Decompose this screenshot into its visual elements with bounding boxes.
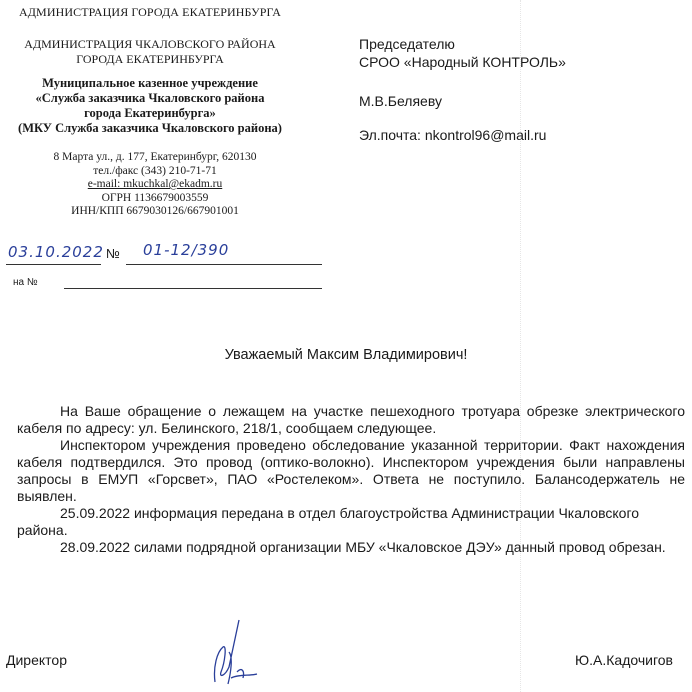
paragraph-1: На Ваше обращение о лежащем на участке пешеходного тротуара обрезке электрического кабеля по адресу: ул. Белинского, 218/1, сообщаем следующее. bbox=[17, 403, 685, 436]
reference-underline bbox=[64, 288, 322, 289]
paragraph-4: 28.09.2022 силами подрядной организации МБУ «Чкаловское ДЭУ» данный провод обрезан. bbox=[60, 539, 666, 555]
scan-artifact-line bbox=[520, 0, 522, 692]
signatory-name: Ю.А.Кадочигов bbox=[575, 652, 673, 668]
admin-district-line1: АДМИНИСТРАЦИЯ ЧКАЛОВСКОГО РАЙОНА bbox=[24, 37, 276, 51]
admin-district-line2: ГОРОДА ЕКАТЕРИНБУРГА bbox=[76, 52, 224, 66]
org-line3: города Екатеринбурга» bbox=[84, 106, 216, 120]
admin-district-heading bbox=[0, 37, 300, 67]
organization-contacts bbox=[0, 151, 310, 219]
registry-number: 01-12/390 bbox=[143, 241, 230, 259]
org-email[interactable] bbox=[0, 178, 310, 192]
org-phone: тел./факс (343) 210-71-71 bbox=[93, 164, 217, 177]
org-line4: (МКУ Служба заказчика Чкаловского района) bbox=[18, 121, 282, 135]
date-underline bbox=[6, 264, 101, 265]
paragraph-3: 25.09.2022 информация передана в отдел благоустройства Администрации Чкаловского района. bbox=[17, 505, 640, 538]
recipient-email: Эл.почта: nkontrol96@mail.ru bbox=[359, 127, 547, 143]
org-line1: Муниципальное казенное учреждение bbox=[42, 76, 258, 90]
letter-body bbox=[17, 403, 685, 556]
org-email-link[interactable]: e-mail: mkuchkal@ekadm.ru bbox=[87, 178, 223, 190]
salutation: Уважаемый Максим Владимирович! bbox=[224, 347, 468, 363]
reference-label: на № bbox=[13, 277, 38, 288]
registry-date: 03.10.2022 bbox=[8, 243, 104, 261]
organization-name bbox=[0, 76, 300, 136]
org-inn: ИНН/КПП 6679030126/667901001 bbox=[71, 205, 239, 217]
recipient-organization: СРОО «Народный КОНТРОЛЬ» bbox=[359, 54, 566, 70]
admin-city-heading: АДМИНИСТРАЦИЯ ГОРОДА ЕКАТЕРИНБУРГА bbox=[19, 5, 281, 19]
org-ogrn: ОГРН 1136679003559 bbox=[101, 191, 209, 204]
signatory-position: Директор bbox=[6, 652, 67, 668]
org-address: 8 Марта ул., д. 177, Екатеринбург, 620130 bbox=[53, 151, 257, 163]
recipient-block bbox=[359, 35, 566, 71]
number-underline bbox=[126, 264, 322, 265]
org-line2: «Служба заказчика Чкаловского района bbox=[35, 91, 265, 105]
paragraph-2: Инспектором учреждения проведено обследование указанной территории. Факт нахождения кабеля подтвердился. Это провод (оптико-волокно). Инспектором учреждения были направлены запросы в ЕМУП «Горсвет», ПАО «Ростелеком». Ответа не поступило. Балансодержатель не выявлен. bbox=[17, 437, 685, 504]
recipient-name: М.В.Беляеву bbox=[359, 93, 442, 109]
recipient-title: Председателю bbox=[359, 36, 455, 52]
handwritten-signature bbox=[195, 612, 275, 692]
registry-number-label: № bbox=[106, 246, 120, 261]
